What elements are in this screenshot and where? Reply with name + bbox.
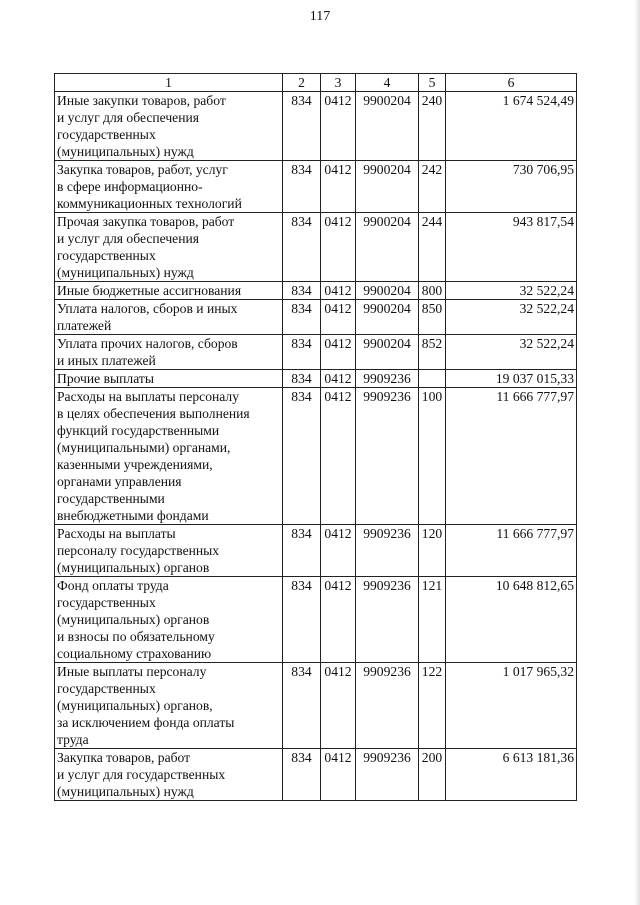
row-target-code: 9900204	[356, 300, 419, 335]
row-name: Закупка товаров, работ и услуг для государственных (муниципальных) нужд	[55, 749, 283, 801]
row-ministry-code: 834	[283, 282, 321, 300]
scan-edge-shadow	[634, 0, 640, 905]
row-name: Иные бюджетные ассигнования	[55, 282, 283, 300]
header-col-1: 1	[55, 74, 283, 92]
table-row	[55, 335, 577, 370]
row-expense-type: 200	[419, 749, 446, 801]
row-name: Закупка товаров, работ, услуг в сфере информационно- коммуникационных технологий	[55, 161, 283, 213]
row-section-code: 0412	[321, 749, 356, 801]
row-ministry-code: 834	[283, 749, 321, 801]
row-target-code: 9900204	[356, 161, 419, 213]
row-ministry-code: 834	[283, 300, 321, 335]
row-section-code: 0412	[321, 161, 356, 213]
row-section-code: 0412	[321, 300, 356, 335]
row-amount: 32 522,24	[446, 282, 577, 300]
row-amount: 32 522,24	[446, 335, 577, 370]
row-section-code: 0412	[321, 213, 356, 282]
row-expense-type: 850	[419, 300, 446, 335]
row-name: Прочие выплаты	[55, 370, 283, 388]
page-number: 117	[309, 9, 331, 24]
row-name: Иные закупки товаров, работ и услуг для обеспечения государственных (муниципальных) нужд	[55, 92, 283, 161]
budget-table	[54, 73, 577, 801]
row-amount: 32 522,24	[446, 300, 577, 335]
table-row	[55, 300, 577, 335]
row-name: Уплата налогов, сборов и иных платежей	[55, 300, 283, 335]
row-amount: 1 674 524,49	[446, 92, 577, 161]
row-target-code: 9909236	[356, 525, 419, 577]
row-section-code: 0412	[321, 388, 356, 525]
row-amount: 11 666 777,97	[446, 525, 577, 577]
table-row	[55, 525, 577, 577]
row-expense-type: 240	[419, 92, 446, 161]
row-target-code: 9909236	[356, 370, 419, 388]
table-row	[55, 213, 577, 282]
row-expense-type: 120	[419, 525, 446, 577]
table-row	[55, 370, 577, 388]
row-name: Расходы на выплаты персоналу государственных (муниципальных) органов	[55, 525, 283, 577]
row-amount: 11 666 777,97	[446, 388, 577, 525]
row-target-code: 9900204	[356, 92, 419, 161]
row-ministry-code: 834	[283, 92, 321, 161]
table-row	[55, 161, 577, 213]
table-row	[55, 282, 577, 300]
row-name: Расходы на выплаты персоналу в целях обеспечения выполнения функций государственными (муниципальными) органами, казенными учреждениями, органами управления государственными внебюджетными фондами	[55, 388, 283, 525]
header-col-3: 3	[321, 74, 356, 92]
row-expense-type: 121	[419, 577, 446, 663]
header-col-2: 2	[283, 74, 321, 92]
row-expense-type: 800	[419, 282, 446, 300]
header-col-4: 4	[356, 74, 419, 92]
row-amount: 1 017 965,32	[446, 663, 577, 749]
row-section-code: 0412	[321, 663, 356, 749]
row-ministry-code: 834	[283, 370, 321, 388]
row-section-code: 0412	[321, 92, 356, 161]
row-expense-type: 122	[419, 663, 446, 749]
row-expense-type: 100	[419, 388, 446, 525]
row-expense-type	[419, 370, 446, 388]
row-name: Иные выплаты персоналу государственных (муниципальных) органов, за исключением фонда оплаты труда	[55, 663, 283, 749]
header-col-5: 5	[419, 74, 446, 92]
row-ministry-code: 834	[283, 335, 321, 370]
header-col-6: 6	[446, 74, 577, 92]
row-ministry-code: 834	[283, 663, 321, 749]
row-target-code: 9909236	[356, 663, 419, 749]
row-target-code: 9909236	[356, 577, 419, 663]
row-name: Фонд оплаты труда государственных (муниципальных) органов и взносы по обязательному социальному страхованию	[55, 577, 283, 663]
row-ministry-code: 834	[283, 161, 321, 213]
table-row	[55, 577, 577, 663]
row-amount: 730 706,95	[446, 161, 577, 213]
row-expense-type: 242	[419, 161, 446, 213]
table-row	[55, 749, 577, 801]
row-amount: 10 648 812,65	[446, 577, 577, 663]
table-row	[55, 388, 577, 525]
row-target-code: 9900204	[356, 282, 419, 300]
table-row	[55, 92, 577, 161]
row-name: Прочая закупка товаров, работ и услуг для обеспечения государственных (муниципальных) нужд	[55, 213, 283, 282]
table-header-row	[55, 74, 577, 92]
row-target-code: 9900204	[356, 213, 419, 282]
row-section-code: 0412	[321, 370, 356, 388]
row-target-code: 9909236	[356, 388, 419, 525]
row-target-code: 9900204	[356, 335, 419, 370]
row-expense-type: 244	[419, 213, 446, 282]
row-section-code: 0412	[321, 577, 356, 663]
row-amount: 6 613 181,36	[446, 749, 577, 801]
row-target-code: 9909236	[356, 749, 419, 801]
row-section-code: 0412	[321, 525, 356, 577]
row-amount: 943 817,54	[446, 213, 577, 282]
row-expense-type: 852	[419, 335, 446, 370]
row-name: Уплата прочих налогов, сборов и иных платежей	[55, 335, 283, 370]
row-ministry-code: 834	[283, 388, 321, 525]
row-ministry-code: 834	[283, 213, 321, 282]
table-row	[55, 663, 577, 749]
row-amount: 19 037 015,33	[446, 370, 577, 388]
row-section-code: 0412	[321, 335, 356, 370]
row-section-code: 0412	[321, 282, 356, 300]
row-ministry-code: 834	[283, 525, 321, 577]
row-ministry-code: 834	[283, 577, 321, 663]
